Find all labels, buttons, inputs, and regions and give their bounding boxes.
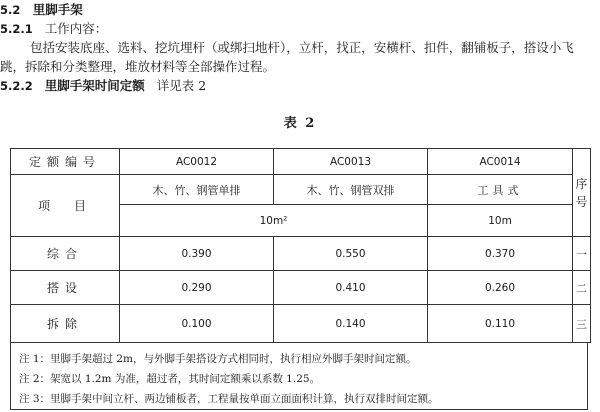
note-1: 注 1：里脚手架超过 2m，与外脚手架搭设方式相同时，执行相应外脚手架时间定额。 xyxy=(19,353,417,365)
subsection-heading-work-content xyxy=(0,21,107,37)
table-row xyxy=(11,305,591,343)
code-cell: AC0012 xyxy=(120,149,274,175)
seq-cell: 二 xyxy=(573,271,591,305)
section-title: 里脚手架 xyxy=(32,2,83,17)
seq-cell: 一 xyxy=(573,237,591,271)
type-cell: 木、竹、钢管双排 xyxy=(274,175,428,205)
type-cell: 工具式 xyxy=(428,175,573,205)
subsection-title: 里脚手架时间定额 xyxy=(44,78,145,93)
subsection-heading-time-quota xyxy=(0,78,206,94)
time-quota-table xyxy=(10,148,591,343)
subsection-number: 5.2.1 xyxy=(0,22,33,36)
code-row xyxy=(11,149,591,175)
table-reference: 详见表 2 xyxy=(156,78,207,93)
subsection-title: 工作内容： xyxy=(44,21,108,36)
value-cell: 0.260 xyxy=(428,271,573,305)
subsection-number: 5.2.2 xyxy=(0,79,33,93)
value-cell: 0.390 xyxy=(120,237,274,271)
unit-cell: 10m xyxy=(428,205,573,237)
note-3: 注 3：里脚手架中间立杆、两边铺板者，工程量按单面立面面积计算，执行双排时间定额。 xyxy=(19,393,439,405)
value-cell: 0.410 xyxy=(274,271,428,305)
value-cell: 0.110 xyxy=(428,305,573,343)
value-cell: 0.370 xyxy=(428,237,573,271)
table-row xyxy=(11,271,591,305)
row-label: 综合 xyxy=(11,237,120,271)
type-row xyxy=(11,175,591,205)
code-cell: AC0014 xyxy=(428,149,573,175)
code-label: 定额编号 xyxy=(11,149,120,175)
value-cell: 0.550 xyxy=(274,237,428,271)
row-label: 拆除 xyxy=(11,305,120,343)
value-cell: 0.100 xyxy=(120,305,274,343)
table-title: 表 2 xyxy=(283,116,317,131)
item-label: 项 目 xyxy=(11,175,120,237)
section-heading xyxy=(0,2,83,18)
seq-label: 序号 xyxy=(575,176,588,209)
seq-header xyxy=(573,149,591,237)
note-2: 注 2：架宽以 1.2m 为准，超过者，其时间定额乘以系数 1.25。 xyxy=(19,373,321,385)
type-cell: 木、竹、钢管单排 xyxy=(120,175,274,205)
code-cell: AC0013 xyxy=(274,149,428,175)
value-cell: 0.140 xyxy=(274,305,428,343)
row-label: 搭设 xyxy=(11,271,120,305)
table-row xyxy=(11,237,591,271)
section-number: 5.2 xyxy=(0,3,21,17)
value-cell: 0.290 xyxy=(120,271,274,305)
work-content-line-2: 跳，拆除和分类整理，堆放材料等全部操作过程。 xyxy=(0,59,276,74)
unit-cell: 10m² xyxy=(120,205,428,237)
work-content-line-1: 包括安装底座、选料、挖坑埋杆（或绑扫地杆），立杆，找正，安横杆、扣件，翻铺板子，搭设小飞 xyxy=(30,40,574,55)
notes-box xyxy=(10,342,588,410)
seq-cell: 三 xyxy=(573,305,591,343)
